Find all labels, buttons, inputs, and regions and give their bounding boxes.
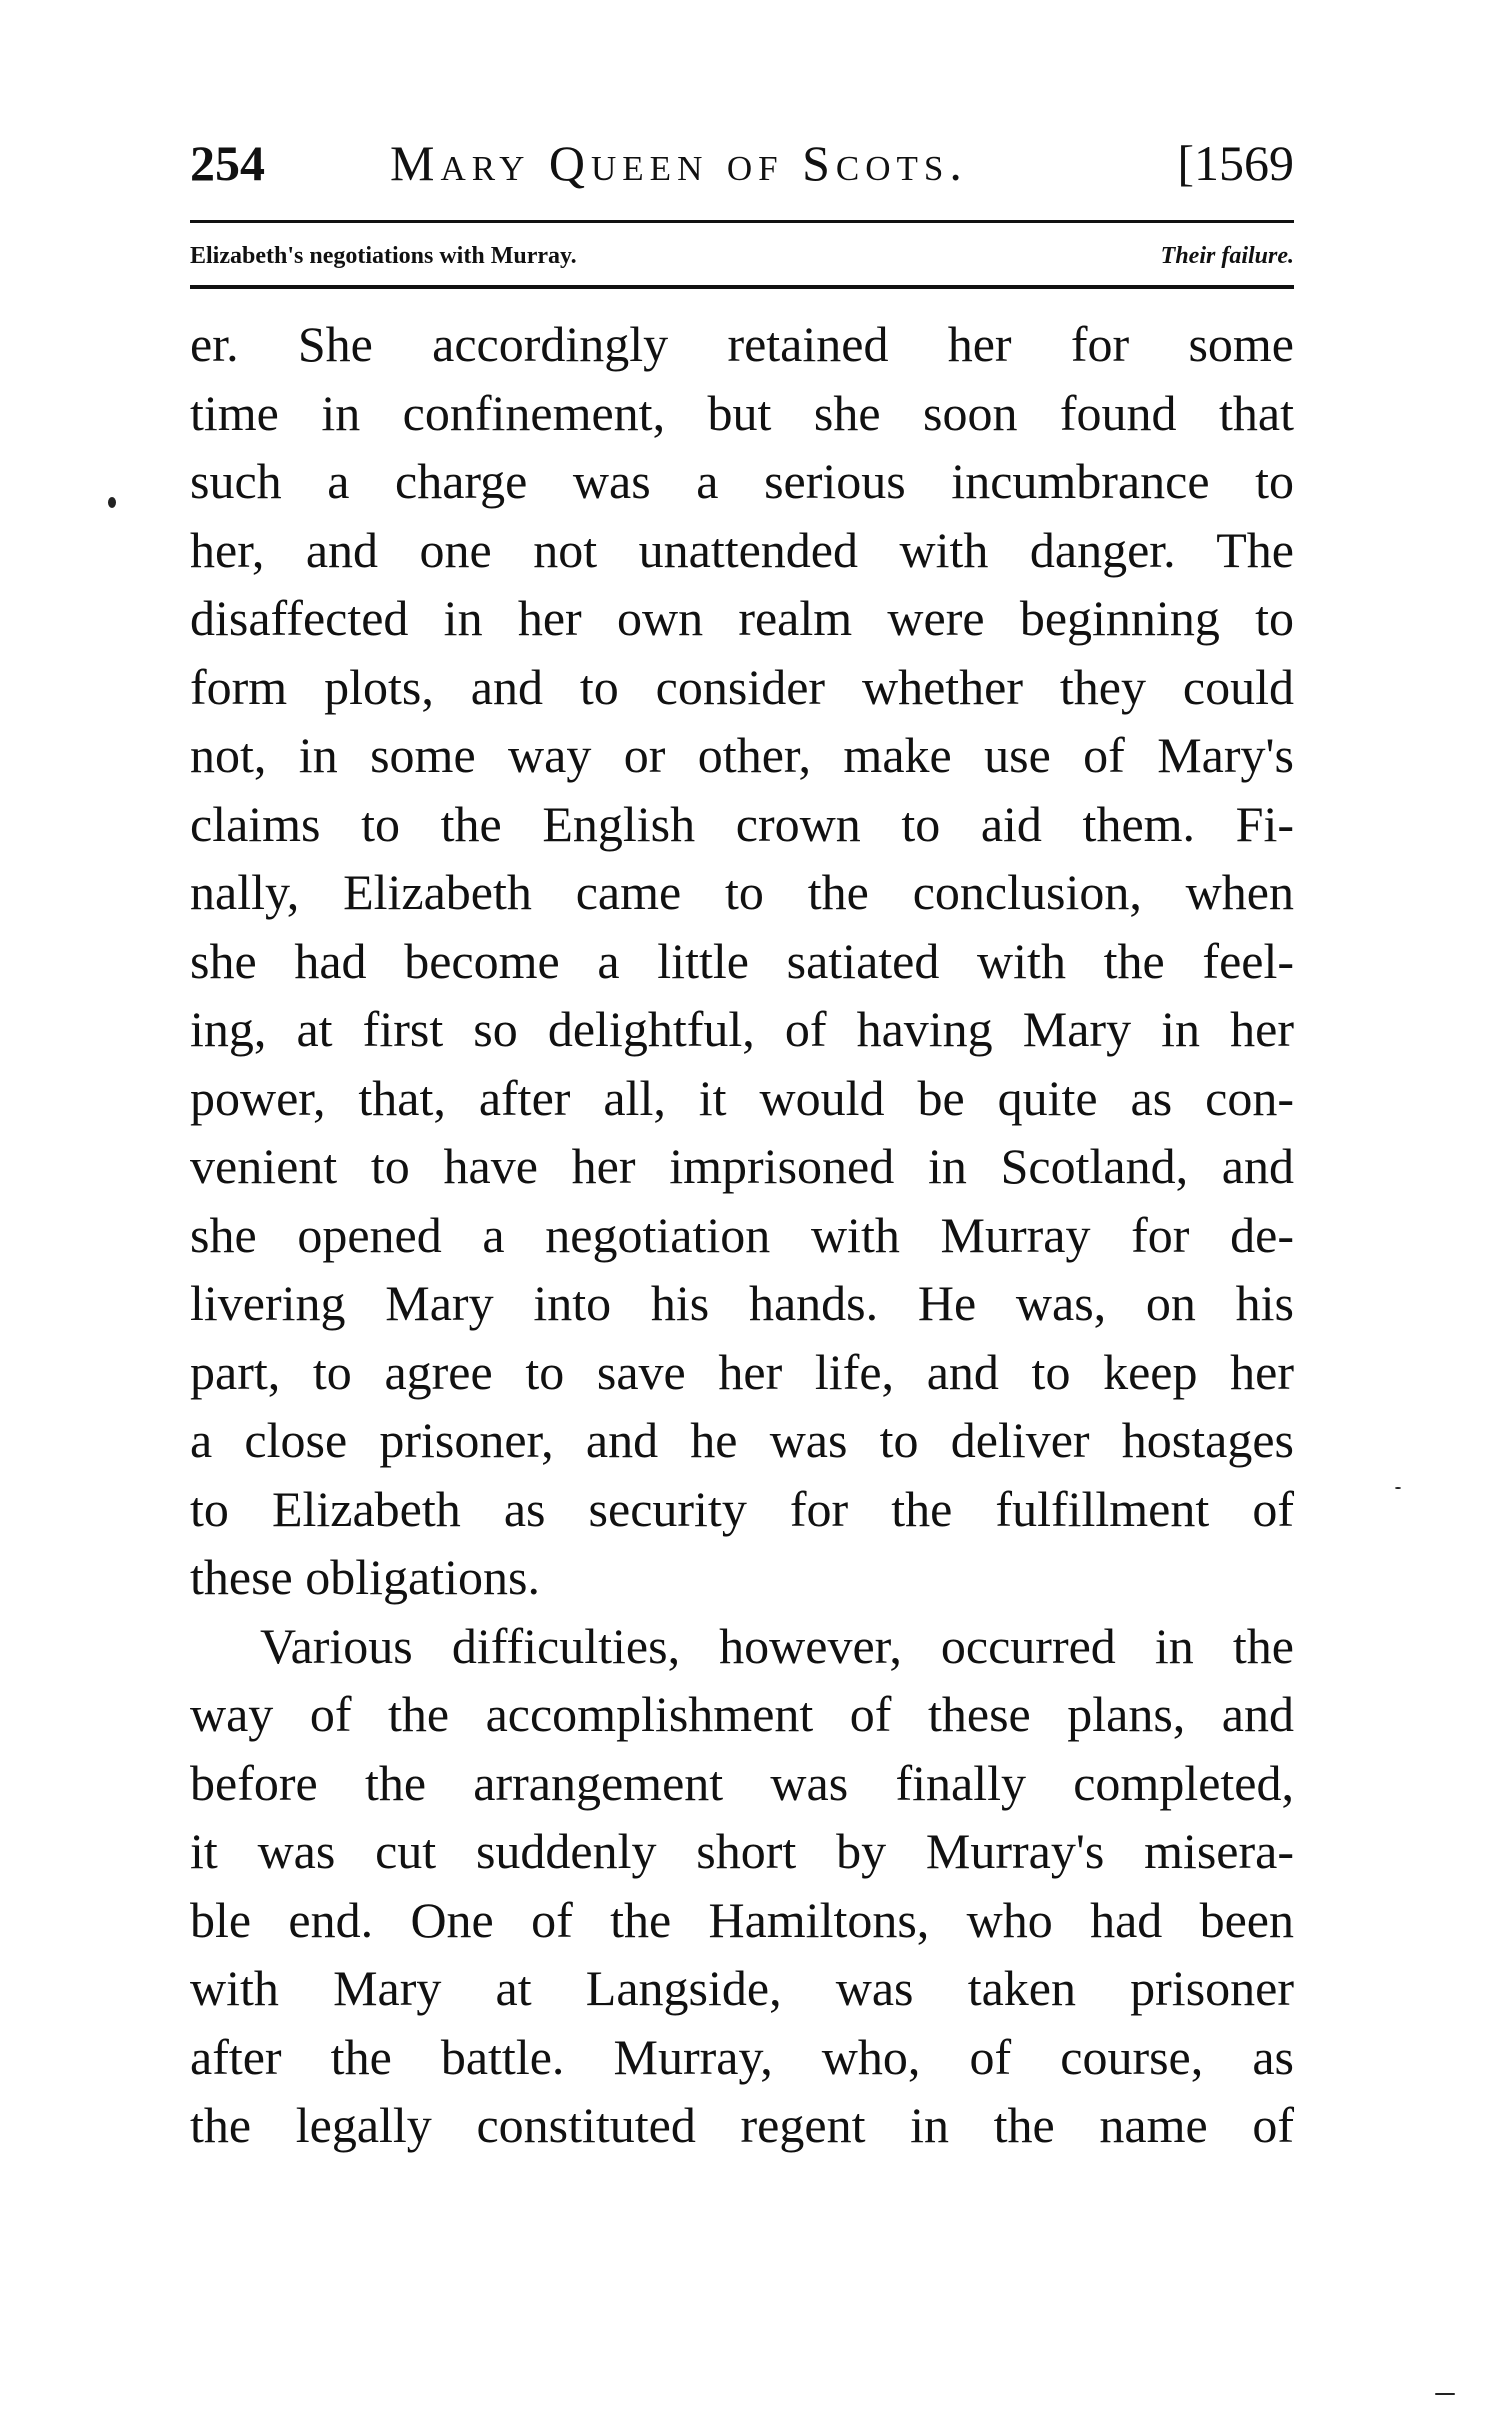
text-line: ing, at first so delightful, of having Mary in her [190,1001,1294,1057]
text-line: power, that, after all, it would be quite as con- [190,1069,1294,1126]
text-line: form plots, and to consider whether they could [190,658,1294,715]
text-line: her, and one not unattended with danger. The [190,521,1294,578]
text-line: livering Mary into his hands. He was, on his [190,1275,1294,1331]
page-header [190,128,1294,198]
text-line: ble end. One of the Hamiltons, who had been [190,1891,1294,1948]
text-line: after the battle. Murray, who, of course, as [190,2028,1294,2085]
text-line: to Elizabeth as security for the fulfillment of [190,1480,1294,1537]
text-line: she opened a negotiation with Murray for de- [190,1206,1294,1263]
side-note-right: Their failure. [1160,243,1294,269]
paragraph-start-line: Various difficulties, however, occurred in the [260,1617,1294,1674]
text-line: such a charge was a serious incumbrance to [190,453,1294,509]
header-rule-top [190,220,1294,223]
text-line: venient to have her imprisoned in Scotland, and [190,1138,1294,1194]
scan-speck [1395,1487,1401,1489]
running-title: Mary Queen of Scots. [390,135,968,191]
text-line: disaffected in her own realm were beginning to [190,590,1294,646]
scan-speck [108,497,116,508]
text-line: claims to the English crown to aid them. Fi- [190,795,1294,852]
paragraph-end-line: these obligations. [190,1549,540,1605]
text-line: a close prisoner, and he was to deliver hostages [190,1412,1294,1468]
text-line: time in confinement, but she soon found that [190,384,1294,441]
header-rule-bottom [190,285,1294,289]
text-line: er. She accordingly retained her for some [190,316,1294,372]
scan-speck [1435,2393,1455,2395]
text-line: way of the accomplishment of these plans, and [190,1686,1294,1742]
text-line: with Mary at Langside, was taken prisoner [190,1960,1294,2016]
text-line: not, in some way or other, make use of Mary's [190,727,1294,783]
text-line: part, to agree to save her life, and to keep her [190,1343,1294,1400]
text-line: before the arrangement was finally completed, [190,1754,1294,1811]
side-notes [190,236,1294,276]
text-line: she had become a little satiated with the feel- [190,932,1294,989]
text-line: nally, Elizabeth came to the conclusion, when [190,864,1294,920]
text-line: it was cut suddenly short by Murray's misera- [190,1823,1294,1879]
page-number: 254 [190,135,265,191]
text-line: the legally constituted regent in the name of [190,2097,1294,2153]
side-note-left: Elizabeth's negotiations with Murray. [190,243,577,269]
body-text [190,310,1294,2160]
header-year: [1569 [1177,135,1294,191]
